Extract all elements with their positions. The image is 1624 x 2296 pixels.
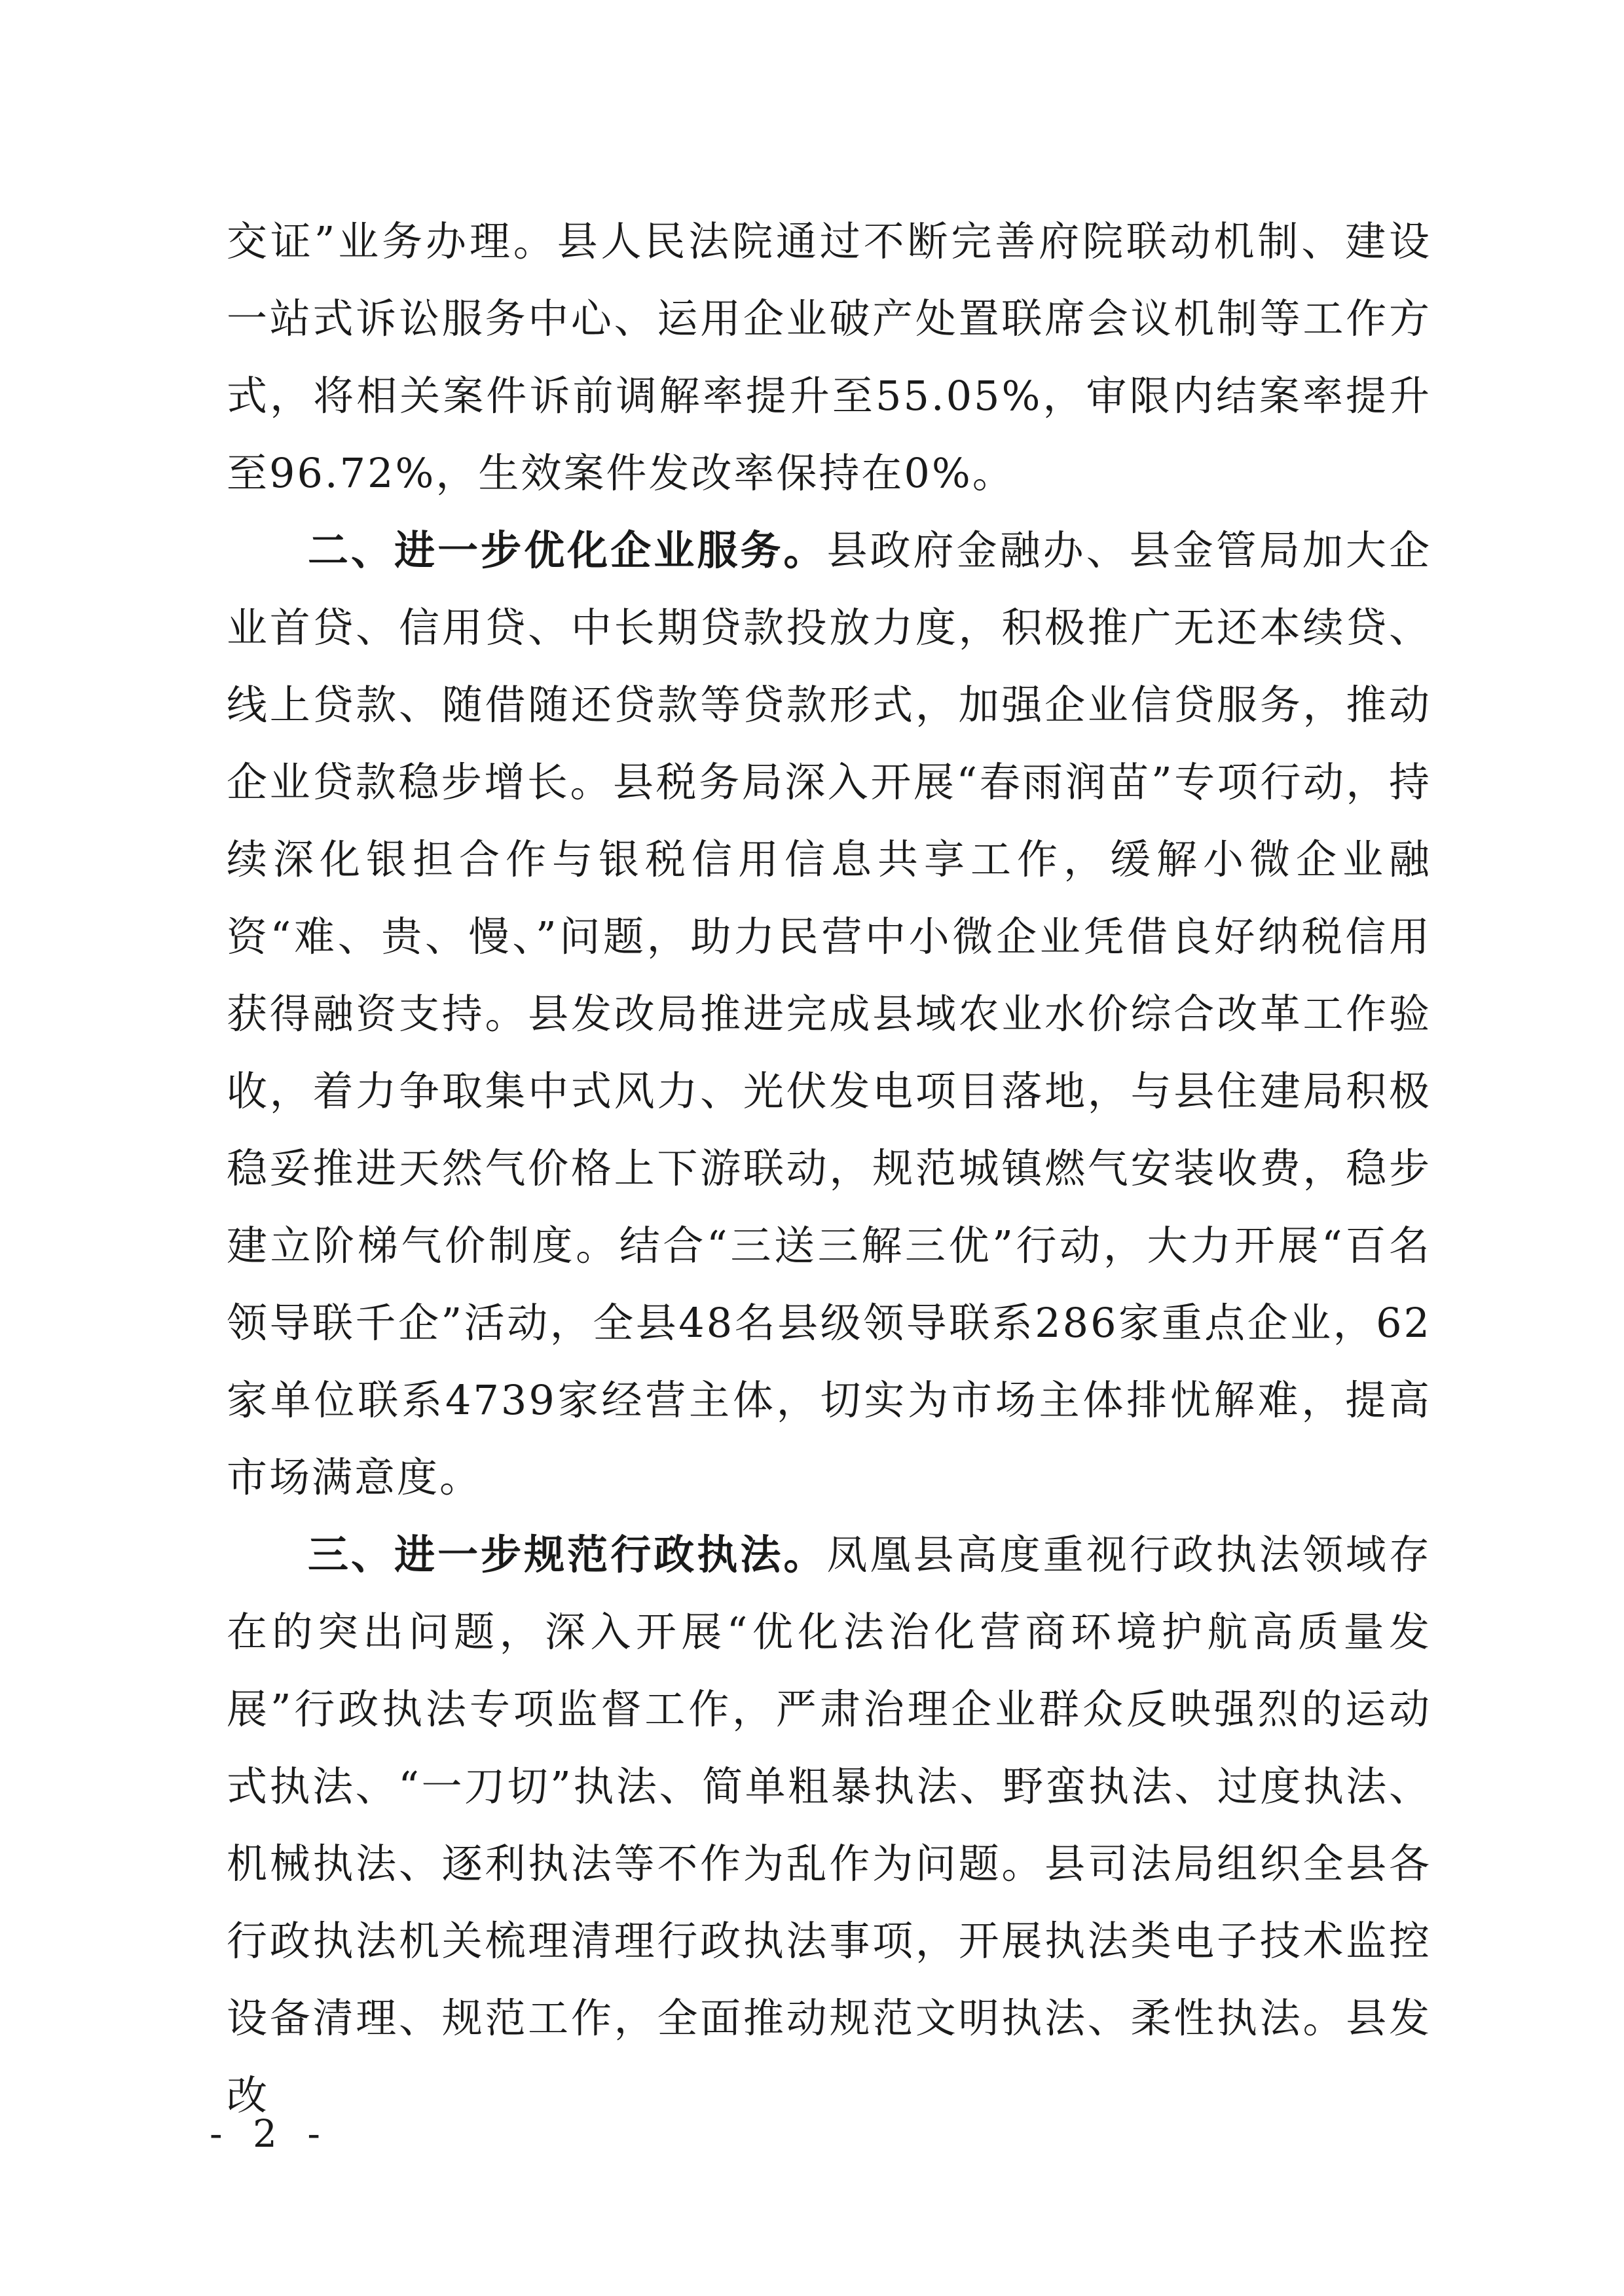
section-heading-2: 二、进一步优化企业服务。 bbox=[308, 526, 827, 574]
paragraph-text: 凤凰县高度重视行政执法领域存在的突出问题，深入开展“优化法治化营商环境护航高质量发展”行政执法专项监督工作，严肃治理企业群众反映强烈的运动式执法、“一刀切”执法、简单粗暴执法、野蛮执法、过度执法、机械执法、逐利执法等不作为乱作为问题。县司法局组织全县各行政执法机关梳理清理行政执法事项，开展执法类电子技术监控设备清理、规范工作，全面推动规范文明执法、柔性执法。县发改 bbox=[227, 1531, 1431, 2119]
document-body bbox=[227, 203, 1431, 2134]
page-number: - 2 - bbox=[210, 2111, 329, 2156]
paragraph-enterprise-service bbox=[227, 512, 1431, 1516]
paragraph-text: 县政府金融办、县金管局加大企业首贷、信用贷、中长期贷款投放力度，积极推广无还本续贷、线上贷款、随借随还贷款等贷款形式，加强企业信贷服务，推动企业贷款稳步增长。县税务局深入开展“春雨润苗”专项行动，持续深化银担合作与银税信用信息共享工作，缓解小微企业融资“难、贵、慢、”问题，助力民营中小微企业凭借良好纳税信用获得融资支持。县发改局推进完成县域农业水价综合改革工作验收，着力争取集中式风力、光伏发电项目落地，与县住建局积极稳妥推进天然气价格上下游联动，规范城镇燃气安装收费，稳步建立阶梯气价制度。结合“三送三解三优”行动，大力开展“百名领导联千企”活动，全县48名县级领导联系286家重点企业，62家单位联系4739家经营主体，切实为市场主体排忧解难，提高市场满意度。 bbox=[227, 526, 1431, 1501]
paragraph-administrative-enforcement bbox=[227, 1516, 1431, 2134]
section-heading-3: 三、进一步规范行政执法。 bbox=[308, 1531, 827, 1578]
paragraph-court-results bbox=[227, 203, 1431, 512]
paragraph-text: 交证”业务办理。县人民法院通过不断完善府院联动机制、建设一站式诉讼服务中心、运用企业破产处置联席会议机制等工作方式，将相关案件诉前调解率提升至55.05%，审限内结案率提升至96.72%，生效案件发改率保持在0%。 bbox=[227, 217, 1431, 497]
